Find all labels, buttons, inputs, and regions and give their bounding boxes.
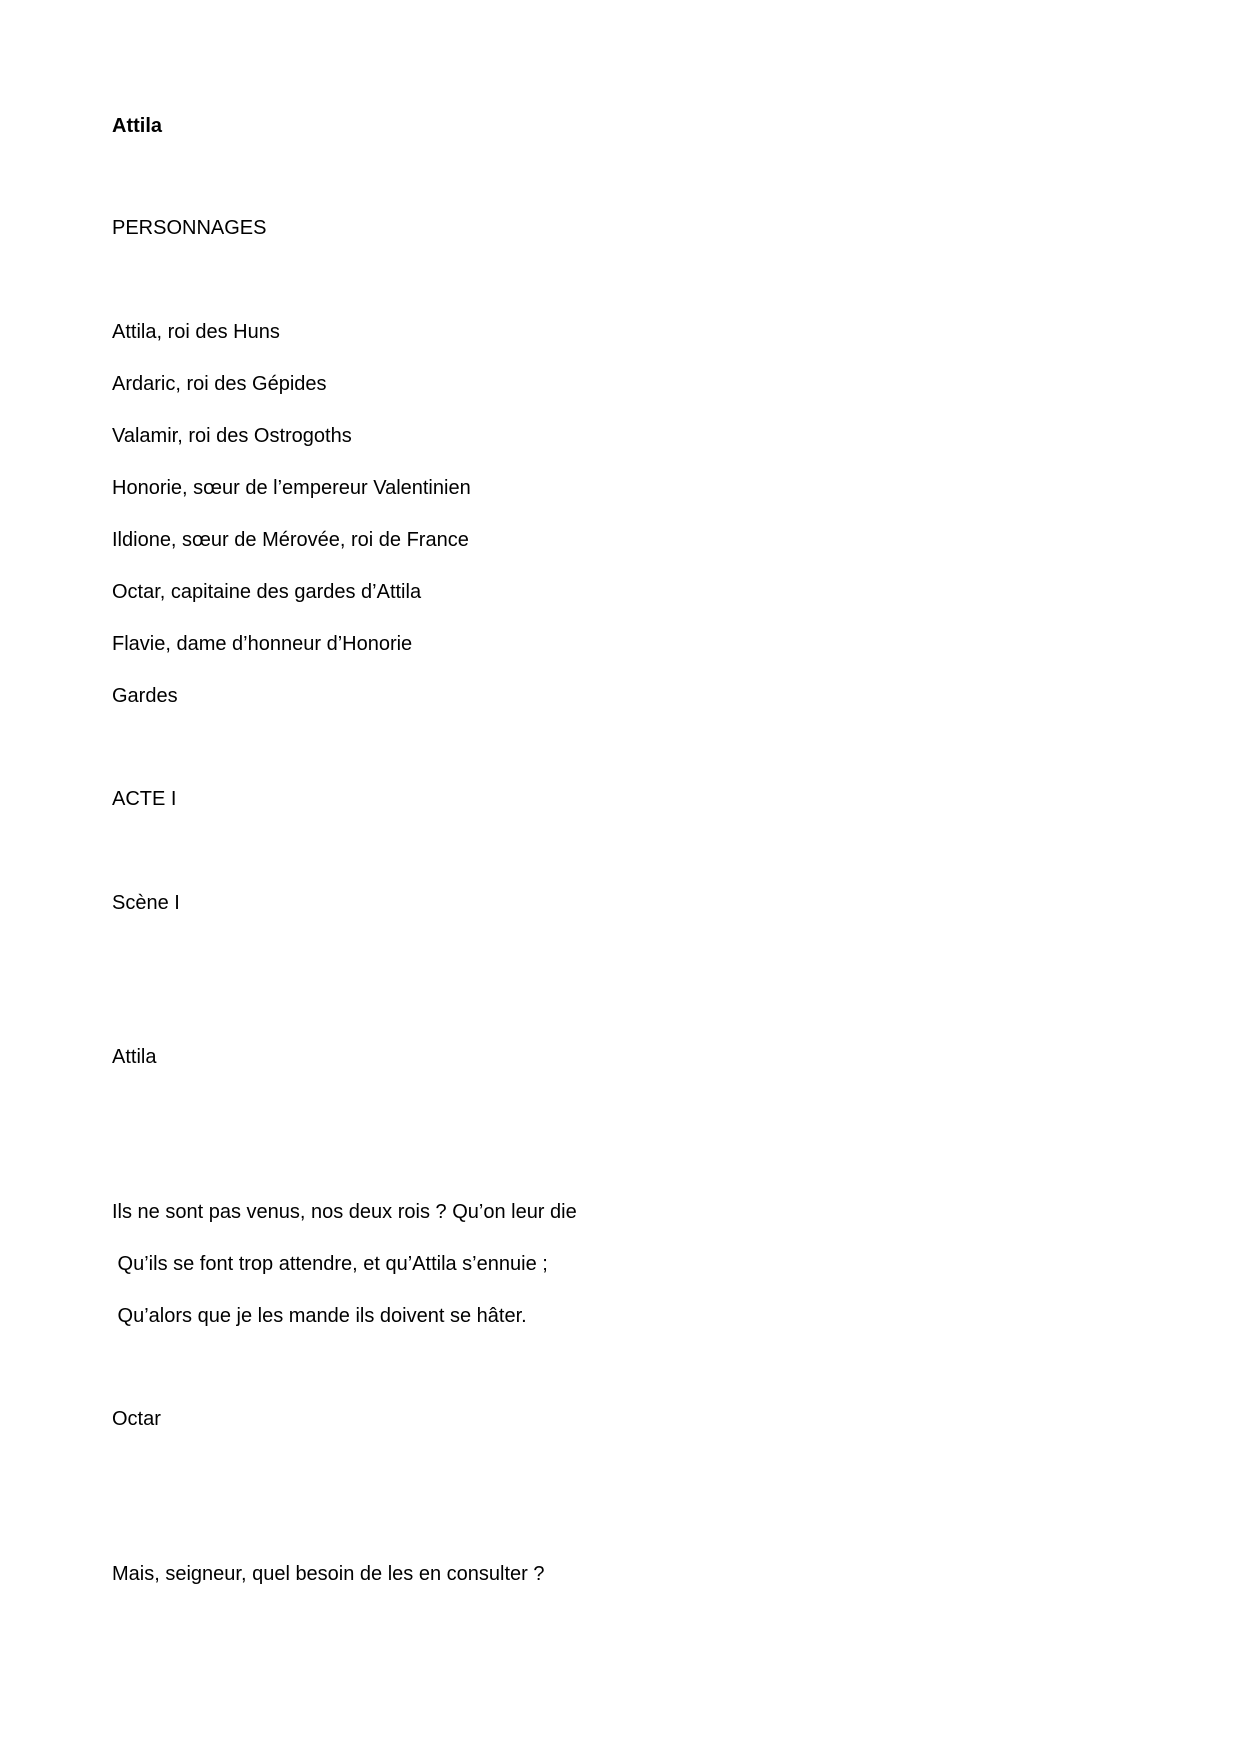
verse-line: Qu’ils se font trop attendre, et qu’Attila s’ennuie ; (112, 1253, 548, 1275)
cast-item: Ardaric, roi des Gépides (112, 373, 327, 395)
act-heading: ACTE I (112, 788, 177, 810)
cast-item: Octar, capitaine des gardes d’Attila (112, 581, 422, 603)
cast-heading: PERSONNAGES (112, 217, 267, 239)
document-title: Attila (112, 115, 162, 137)
speaker-name: Attila (112, 1046, 157, 1068)
verse-line: Ils ne sont pas venus, nos deux rois ? Qu’on leur die (112, 1201, 577, 1223)
cast-item: Attila, roi des Huns (112, 321, 280, 343)
cast-item: Valamir, roi des Ostrogoths (112, 425, 352, 447)
cast-item: Gardes (112, 685, 178, 707)
speaker-name: Octar (112, 1408, 161, 1430)
cast-item: Flavie, dame d’honneur d’Honorie (112, 633, 413, 655)
verse-line: Qu’alors que je les mande ils doivent se hâter. (112, 1305, 527, 1327)
scene-heading: Scène I (112, 892, 180, 914)
verse-line: Mais, seigneur, quel besoin de les en consulter ? (112, 1563, 545, 1585)
cast-item: Ildione, sœur de Mérovée, roi de France (112, 529, 469, 551)
cast-item: Honorie, sœur de l’empereur Valentinien (112, 477, 471, 499)
